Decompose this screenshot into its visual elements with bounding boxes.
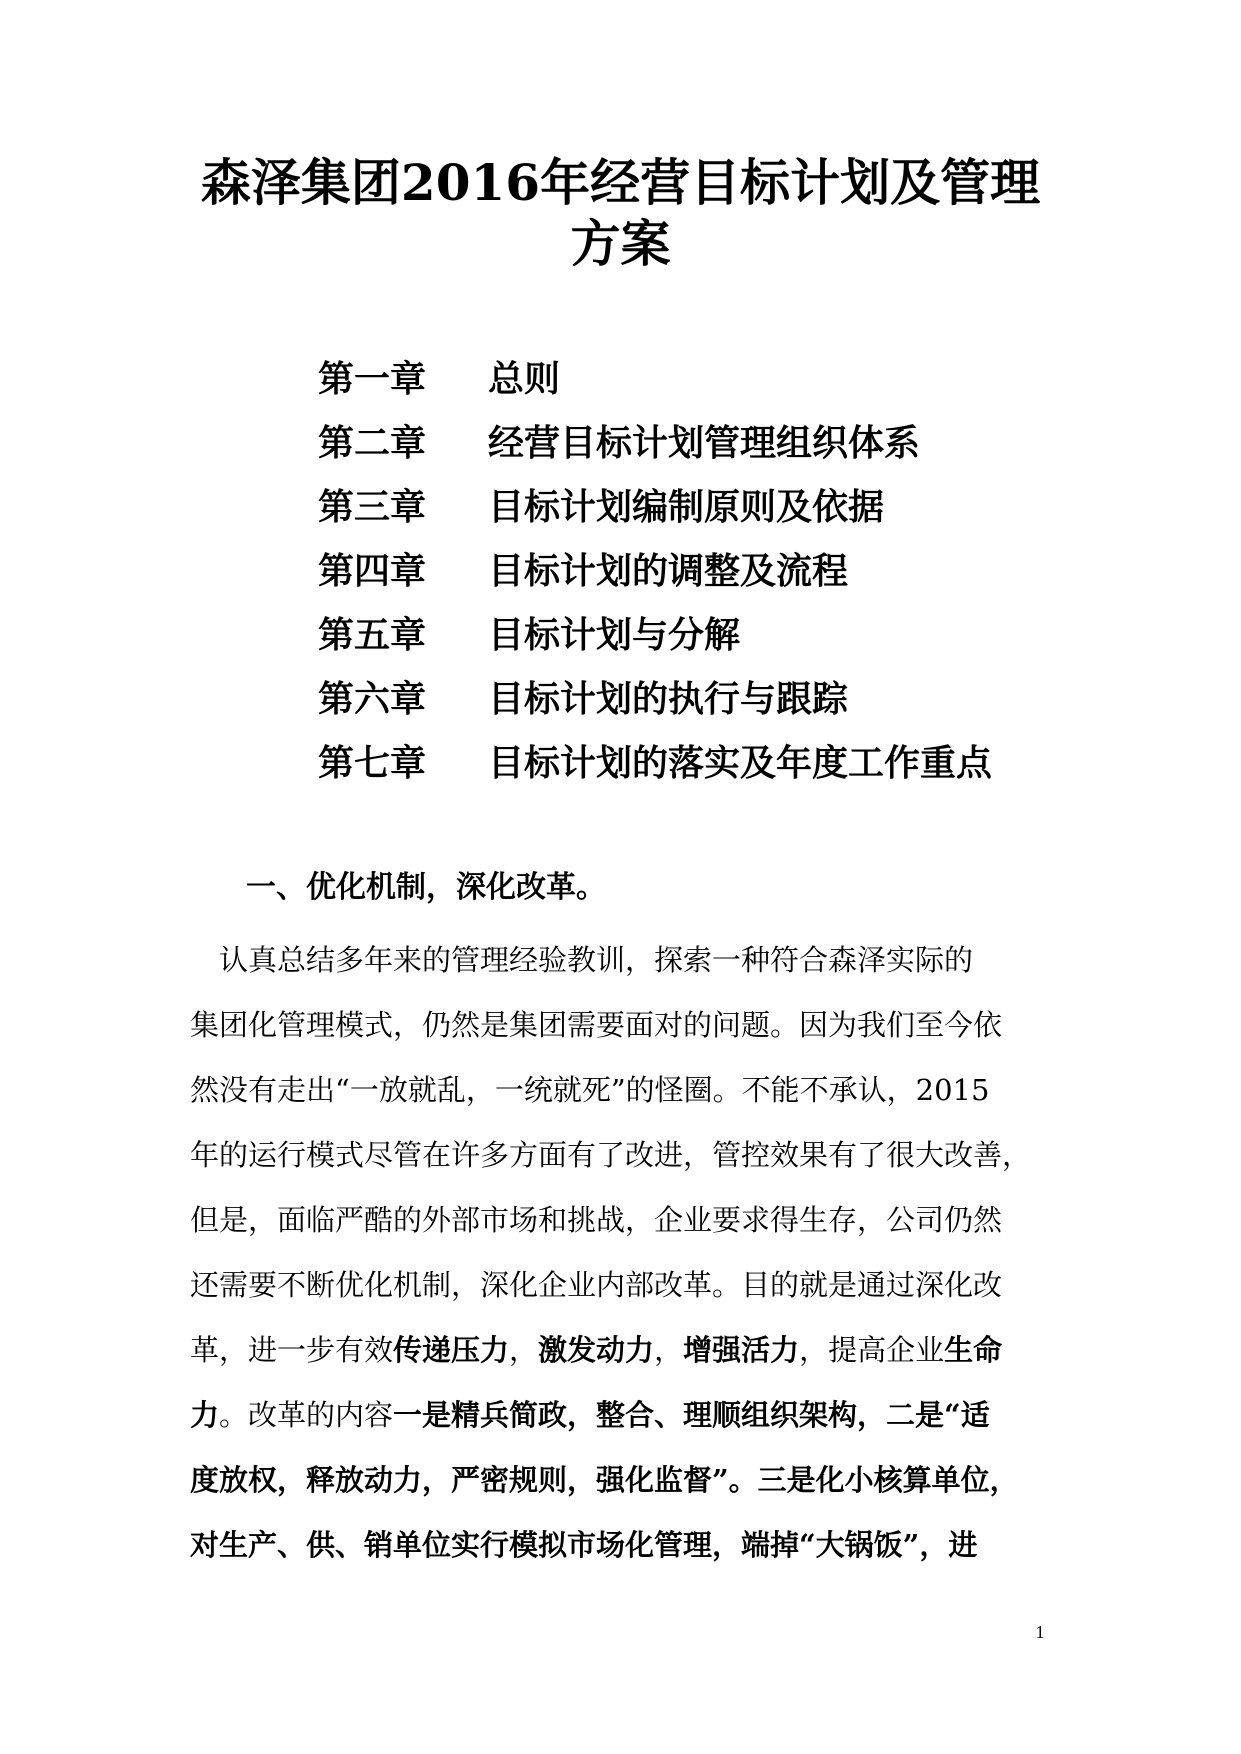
paragraph-line: 然没有走出“一放就乱，一统就死”的怪圈。不能不承认，2015 (190, 1073, 990, 1107)
toc-chapter: 第四章 (318, 550, 427, 592)
bold-text-run: 力 (190, 1398, 220, 1432)
paragraph-line: 还需要不断优化机制，深化企业内部改革。目的就是通过深化改 (190, 1268, 1003, 1302)
toc-chapter-name: 目标计划的调整及流程 (488, 550, 849, 592)
bold-text-run: 传递压力 (393, 1333, 510, 1367)
toc-chapter-name: 经营目标计划管理组织体系 (488, 422, 921, 464)
text-run: ， (509, 1333, 539, 1367)
document-title-line-2: 方案 (570, 214, 671, 273)
paragraph-line: 对生产、供、销单位实行模拟市场化管理，端掉“大锅饭”，进 (190, 1528, 978, 1562)
toc-chapter: 第一章 (318, 358, 427, 400)
bold-text-run: 一是精兵简政，整合、理顺组织架构，二是“适 (393, 1398, 990, 1432)
toc-chapter: 第三章 (318, 486, 427, 528)
toc-item (318, 672, 992, 736)
text-run: ，提高企业 (799, 1333, 945, 1367)
toc-chapter: 第二章 (318, 422, 427, 464)
bold-text-run: 生命 (944, 1333, 1003, 1367)
text-run: 。改革的内容 (219, 1398, 394, 1432)
paragraph-line (190, 1383, 1055, 1448)
toc-chapter-name: 目标计划编制原则及依据 (488, 486, 885, 528)
paragraph-line: 年的运行模式尽管在许多方面有了改进，管控效果有了很大改善， (190, 1138, 1032, 1172)
paragraph-line (190, 1318, 1055, 1383)
toc-item (318, 352, 992, 416)
toc-item (318, 608, 992, 672)
text-run: 革，进一步有效 (190, 1333, 394, 1367)
toc-chapter: 第五章 (318, 614, 427, 656)
toc-item (318, 736, 992, 800)
page-number: 1 (1035, 1622, 1045, 1642)
paragraph-line: 认真总结多年来的管理经验教训，探索一种符合森泽实际的 (190, 943, 974, 977)
paragraph-line: 度放权，释放动力，严密规则，强化监督”。三是化小核算单位， (190, 1463, 1019, 1497)
section-heading: 一、优化机制，深化改革。 (246, 870, 606, 905)
toc-chapter-name: 目标计划的执行与跟踪 (488, 678, 849, 720)
bold-text-run: 增强活力 (683, 1333, 800, 1367)
toc-chapter-name: 总则 (488, 358, 561, 400)
bold-text-run: 激发动力 (538, 1333, 655, 1367)
toc-chapter-name: 目标计划与分解 (488, 614, 741, 656)
toc-chapter: 第六章 (318, 678, 427, 720)
table-of-contents (318, 352, 992, 800)
paragraph-line: 但是，面临严酷的外部市场和挑战，企业要求得生存，公司仍然 (190, 1203, 1003, 1237)
toc-chapter: 第七章 (318, 742, 427, 784)
toc-item (318, 416, 992, 480)
toc-item (318, 544, 992, 608)
toc-chapter-name: 目标计划的落实及年度工作重点 (488, 742, 993, 784)
document-title-line-1: 森泽集团2016年经营目标计划及管理 (200, 153, 1041, 212)
toc-item (318, 480, 992, 544)
text-run: ， (654, 1333, 684, 1367)
paragraph-line: 集团化管理模式，仍然是集团需要面对的问题。因为我们至今依 (190, 1008, 1003, 1042)
